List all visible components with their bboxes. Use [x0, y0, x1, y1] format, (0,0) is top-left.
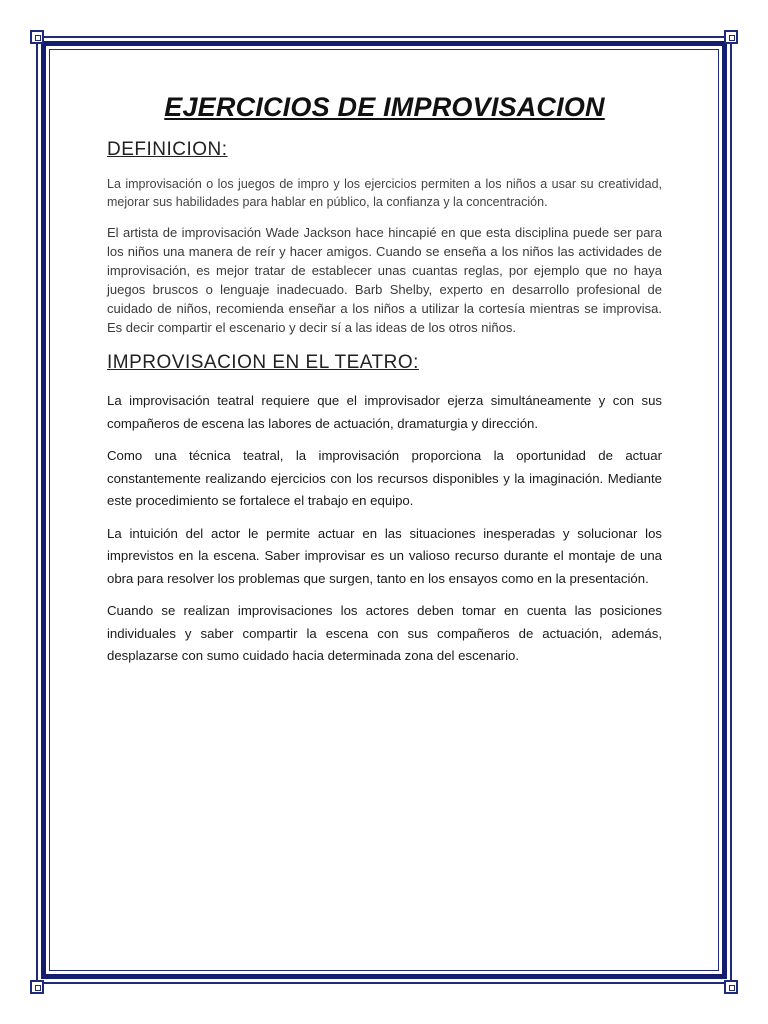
corner-ornament-bottom-left	[30, 980, 44, 994]
document-body	[107, 92, 662, 678]
paragraph: Cuando se realizan improvisaciones los actores deben tomar en cuenta las posiciones individuales y saber compartir la escena con sus compañeros de actuación, además, desplazarse con sumo cuidado hacia determinada zona del escenario.	[107, 603, 662, 663]
paragraph: La improvisación o los juegos de impro y los ejercicios permiten a los niños a usar su creatividad, mejorar sus habilidades para hablar en público, la confianza y la concentración.	[107, 177, 662, 209]
paragraph: Como una técnica teatral, la improvisación proporciona la oportunidad de actuar constantemente realizando ejercicios con los recursos disponibles y la imaginación. Mediante este procedimiento se fortalece el trabajo en equipo.	[107, 448, 662, 508]
document-title: EJERCICIOS DE IMPROVISACION	[164, 92, 605, 122]
corner-ornament-top-left	[30, 30, 44, 44]
section-definicion	[107, 139, 662, 337]
paragraph: El artista de improvisación Wade Jackson hace hincapié en que esta disciplina puede ser para los niños una manera de reír y hacer amigos. Cuando se enseña a los niños las actividades de improvisación, es mejor tratar de establecer unas cuantas reglas, por ejemplo que no haya juegos bruscos o lenguaje inadecuado. Barb Shelby, experto en desarrollo profesional de cuidado de niños, recomienda enseñar a los niños a utilizar la cortesía mientras se improvisa. Es decir compartir el escenario y decir sí a las ideas de los otros niños.	[107, 225, 662, 335]
section-heading: IMPROVISACION EN EL TEATRO:	[107, 352, 419, 373]
paragraph: La improvisación teatral requiere que el improvisador ejerza simultáneamente y con sus compañeros de escena las labores de actuación, dramaturgia y dirección.	[107, 393, 662, 431]
corner-ornament-bottom-right	[724, 980, 738, 994]
section-improvisacion-teatro	[107, 352, 662, 668]
paragraph: La intuición del actor le permite actuar en las situaciones inesperadas y solucionar los imprevistos en la escena. Saber improvisar es un valioso recurso durante el montaje de una obra para resolver los problemas que surgen, tanto en los ensayos como en la presentación.	[107, 525, 662, 586]
section-heading: DEFINICION:	[107, 139, 228, 160]
corner-ornament-top-right	[724, 30, 738, 44]
